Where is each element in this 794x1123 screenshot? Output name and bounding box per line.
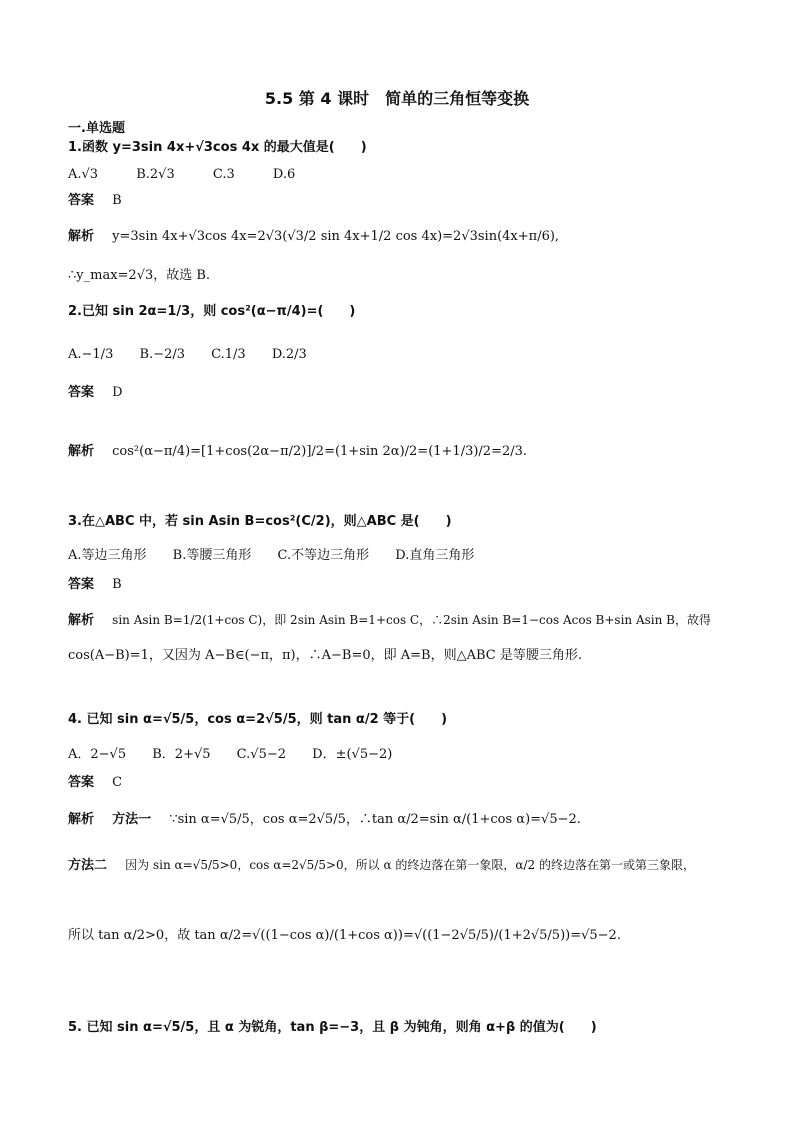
- q1-analysis-line1: y=3sin 4x+√3cos 4x=2√3(√3/2 sin 4x+1/2 cos 4x)=2√3sin(4x+π/6),: [112, 229, 560, 244]
- answer-label: 答案: [68, 577, 95, 592]
- analysis-label: 解析: [68, 229, 95, 244]
- q4-analysis: [68, 812, 581, 829]
- q1-analysis: [68, 229, 559, 246]
- answer-label: 答案: [68, 385, 95, 400]
- q2-options: [68, 347, 307, 364]
- q2-option-a: A.−1/3: [68, 347, 114, 362]
- q3-answer-value: B: [112, 577, 122, 592]
- q3-option-b: B.等腰三角形: [172, 548, 252, 563]
- q4-option-c: C.√5−2: [236, 747, 287, 762]
- q2-answer: [68, 385, 123, 402]
- page-title: 5.5 第 4 课时 简单的三角恒等变换: [264, 89, 530, 108]
- q1-stem: 1.函数 y=3sin 4x+√3cos 4x 的最大值是( ): [68, 140, 367, 155]
- q4-stem: 4. 已知 sin α=√5/5，cos α=2√5/5，则 tan α/2 等于( ): [68, 712, 448, 727]
- q4-option-a: A．2−√5: [68, 747, 127, 762]
- q5-stem: 5. 已知 sin α=√5/5，且 α 为锐角，tan β=−3，且 β 为钝角，则角 α+β 的值为( ): [68, 1020, 597, 1035]
- q3-option-a: A.等边三角形: [68, 548, 147, 563]
- q2-stem: 2.已知 sin 2α=1/3，则 cos²(α−π/4)=( ): [68, 304, 356, 319]
- q4-method1-label: 方法一: [112, 812, 152, 827]
- q2-analysis-text: cos²(α−π/4)=[1+cos(2α−π/2)]/2=(1+sin 2α)/2=(1+1/3)/2=2/3.: [112, 444, 528, 459]
- q3-options: [68, 548, 474, 565]
- q1-answer: [68, 193, 122, 210]
- q3-analysis-line2: cos(A−B)=1，又因为 A−B∈(−π，π)，∴A−B=0，即 A=B，则△ABC 是等腰三角形.: [68, 648, 582, 663]
- q4-method2: [68, 858, 695, 875]
- section-heading: 一.单选题: [68, 121, 125, 136]
- q1-option-c: C.3: [212, 167, 235, 182]
- q2-option-c: C.1/3: [211, 347, 246, 362]
- q2-option-d: D.2/3: [271, 347, 307, 362]
- q2-option-b: B.−2/3: [139, 347, 185, 362]
- q3-analysis-line1: sin Asin B=1/2(1+cos C)，即 2sin Asin B=1+cos C，∴2sin Asin B=1−cos Acos B+sin Asin B，故得: [112, 613, 711, 627]
- q4-method2-label: 方法二: [68, 858, 108, 873]
- q4-method2-line2: 所以 tan α/2>0，故 tan α/2=√((1−cos α)/(1+cos α))=√((1−2√5/5)/(1+2√5/5))=√5−2.: [68, 928, 621, 943]
- analysis-label: 解析: [68, 613, 95, 628]
- q3-option-d: D.直角三角形: [395, 548, 475, 563]
- q1-option-a: A.√3: [68, 167, 99, 182]
- q1-analysis-line2: ∴y_max=2√3，故选 B.: [68, 268, 211, 283]
- q4-method2-line1: 因为 sin α=√5/5>0，cos α=2√5/5>0，所以 α 的终边落在第一象限，α/2 的终边落在第一或第三象限，: [125, 858, 696, 872]
- q4-answer-value: C: [112, 775, 123, 790]
- q4-options: [68, 747, 392, 764]
- q3-option-c: C.不等边三角形: [277, 548, 370, 563]
- q3-answer: [68, 577, 122, 594]
- q2-analysis: [68, 444, 527, 461]
- q4-option-b: B．2+√5: [152, 747, 211, 762]
- q1-option-d: D.6: [272, 167, 296, 182]
- q4-method1-text: ∵sin α=√5/5，cos α=2√5/5，∴tan α/2=sin α/(1+cos α)=√5−2.: [169, 812, 581, 827]
- answer-label: 答案: [68, 775, 95, 790]
- q2-answer-value: D: [112, 385, 123, 400]
- q4-option-d: D．±(√5−2): [312, 747, 393, 762]
- q4-answer: [68, 775, 122, 792]
- q1-options: [68, 167, 295, 184]
- q3-analysis: [68, 613, 711, 630]
- analysis-label: 解析: [68, 444, 95, 459]
- answer-label: 答案: [68, 193, 95, 208]
- q1-answer-value: B: [112, 193, 122, 208]
- analysis-label: 解析: [68, 812, 95, 827]
- q3-stem: 3.在△ABC 中，若 sin Asin B=cos²(C/2)，则△ABC 是( ): [68, 514, 452, 529]
- q1-option-b: B.2√3: [136, 167, 175, 182]
